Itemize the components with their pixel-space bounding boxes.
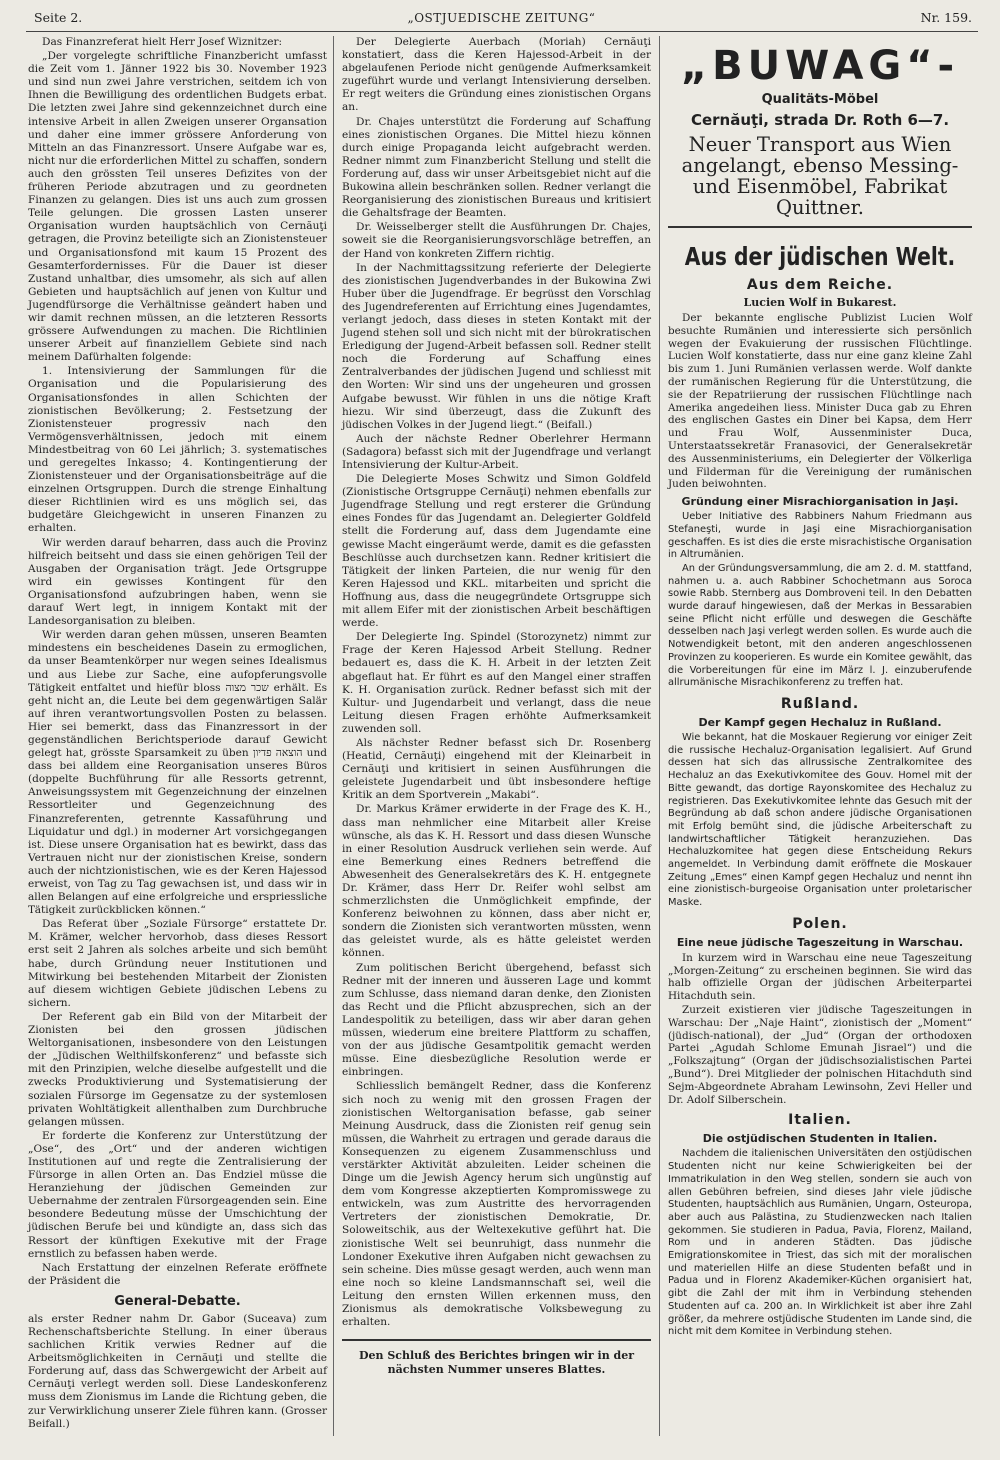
paragraph: In der Nachmittagssitzung referierte der Delegierte des zionistischen Jugendverbandes in der Bukowina Zwi Huber über die Jugendfrage. Er begrüsst den Vorschlag des Jugendreferenten auf Errichtung eines Jugendamtes, verlangt jedoch, dass dieses in steten Kontakt mit der Jugend stehen soll und sich nicht mit der bürokratischen Erledigung der Jugend-Arbeit befassen soll. Redner stellt noch die Forderung auf Schaffung eines Zentralverbandes der jüdischen Jugend und schliesst mit den Worten: Wir sind uns der ungeheuren und grossen Aufgabe bewusst. Wir fühlen in uns die nötige Kraft hiezu. Wir sind überzeugt, dass die Zukunft des jüdischen Volkes in der Jugend liegt.“ (Beifall.) [342,261,651,431]
page-header [26,6,978,32]
ad-tagline: Qualitäts-Möbel [761,92,879,107]
section-title: Rußland. [780,696,860,712]
paragraph: als erster Redner nahm Dr. Gabor (Suceava) zum Rechenschaftsberichte Stellung. In einer überaus sachlichen Kritik verwies Redner auf die Arbeitsmöglichkeiten in Cernăuţi und stellte die Forderung auf, dass das Schwergewicht der Arbeit auf Cernăuţi verlegt werden soll. Diese Landeskonferenz muss dem Zionismus im Lande die Richtung geben, die zur Verwirklichung unserer Ziele führen kann. (Grosser Beifall.) [28,1312,327,1430]
paragraph: Dr. Chajes unterstützt die Forderung auf Schaffung eines zionistischen Organes. Die Mittel hiezu können durch einige Propaganda leicht aufgebracht werden. Redner nimmt zum Finanzbericht Stellung und stellt die Forderung auf, dass wir unser Arbeitsgebiet nicht auf die Bukowina allein beschränken sollen. Redner verlangt die Reorganisierung des zionistischen Bureaus und kritisiert die Gehaltsfrage der Beamten. [342,115,651,220]
paragraph: Der Delegierte Auerbach (Moriah) Cernăuţi konstatiert, dass die Keren Hajessod-Arbeit in der abgelaufenen Periode nicht genügende Aufmerksamkeit zugeführt wurde und verlangt Intensivierung derselben. Er regt weiters die Gründung eines zionistischen Organs an. [342,36,651,114]
paragraph: 1. Intensivierung der Sammlungen für die Organisation und die Popularisierung des Organisationsfondes in allen Schichten der zionistischen Bevölkerung; 2. Festsetzung der Zionistensteuer progressiv nach den Vermögensverhältnissen, jedoch mit einem Mindestbeitrag von 60 Lei jährlich; 3. systematisches und geregeltes Inkasso; 4. Kontingentierung der Zionistensteuer und der Organisationsbeiträge auf die einzelnen Ortsgruppen. Durch die strenge Einhaltung dieser Richtlinien wird es uns möglich sei, das budgetäre Gleichgewicht in unseren Finanzen zu erhalten. [28,365,327,535]
newspaper-title: „OSTJUEDISCHE ZEITUNG“ [407,11,596,25]
paragraph: An der Gründungsversammlung, die am 2. d. M. stattfand, nahmen u. a. auch Rabbiner Schochetmann aus Soroca sowie Rabb. Sternberg aus Dombroveni teil. In den Debatten wurde darauf hingewiesen, daß der Merkas in Bessarabien seine Pflicht nicht erfülle und deswegen die Geschäfte desselben nach Jaşi verlegt werden sollen. Es wurde auch die Notwendigkeit betont, mit den anderen angeschlossenen Provinzen zu kooperieren. Es wurde ein Komitee gewählt, das die Vorbereitungen für eine im März l. J. einzuberufende allrumänische Misrachikonferenz zu treffen hat. [668,562,972,689]
ad-address: Cernăuţi, strada Dr. Roth 6—7. [690,111,950,129]
ad-brand: „BUWAG“- [680,43,960,89]
paragraph: Zurzeit existieren vier jüdische Tageszeitungen in Warschau: Der „Naje Haint“, zionistisch der „Moment“ (jüdisch-national), der „Jud“ (Organ der orthodoxen Partei „Agudah Schlome Emunah Jisrael“) und die „Folkszajtung“ (Organ der jüdischsozialistischen Partei „Bund“). Drei Mitglieder der polnischen Hitachduth sind Sejm-Abgeordnete Abraham Lewinsohn, Zevi Heller und Dr. Adolf Silberschein. [668,1004,972,1106]
paragraph: Nachdem die italienischen Universitäten den ostjüdischen Studenten nicht nur keine Schwierigkeiten bei der Immatrikulation in den Weg stellen, sondern sie auch von allen Gebühren befreien, sind dieses Jahr viele jüdische Studenten, hauptsächlich aus Rumänien, Ungarn, Osteuropa, aber auch aus Palästina, zu Studienzwecken nach Italien gekommen. Sie studieren in Padua, Pavia, Florenz, Mailand, Rom und in anderen Städten. Das jüdische Emigrationskomitee in Triest, das sich mit der moralischen und materiellen Hilfe an diese Studenten befaßt und in Padua und in Florenz Akademiker-Küchen organisiert hat, gibt die Zahl der mit ihm in Verbindung stehenden Studenten auf ca. 200 an. In Wirklichkeit ist aber ihre Zahl größer, da mehrere ostjüdische Studenten im Lande sind, die nicht mit dem Komitee in Verbindung stehen. [668,1148,972,1338]
article-title: Der Kampf gegen Hechaluz in Rußland. [698,716,942,729]
advertisement [668,36,972,228]
paragraph: Wir werden darauf beharren, dass auch die Provinz hilfreich beitseht und dass sie einen gehörigen Teil der Ausgaben der Organisation trägt. Jede Ortsgruppe wird ein gewisses Kontingent für den Organisationsfond aufzubringen haben, wenn sie darauf Wert legt, in innigem Kontakt mit der Landesorganisation zu bleiben. [28,536,327,628]
column-2 [334,36,660,1436]
paragraph: Dr. Markus Krämer erwiderte in der Frage des K. H., dass man nehmlicher eine Mitarbeit aller Kreise wünsche, als das K. H. Ressort und dass diesen Wunsche in einer Resolution Ausdruck verliehen sein werde. Auf eine Bemerkung eines Redners betreffend die Abwesenheit des Generalsekretärs des K. H. entgegnete Dr. Krämer, dass Herr Dr. Reifer wohl selbst am schmerzlichsten die Unmöglichkeit empfinde, der Konferenz beiwohnen zu können, dass aber nicht er, sondern die Zionisten sich verantworten müssten, wenn das geleistet wurde, als es hätte geleistet werden können. [342,803,651,960]
section-title: Aus dem Reiche. [746,277,894,293]
paragraph: Der Referent gab ein Bild von der Mitarbeit der Zionisten bei den grossen jüdischen Weltorganisationen, insbesondere von den Leistungen der „Jüdischen Welthilfskonferenz“ und befasste sich mit den Prinzipien, welche dieselbe aufgestellt und die zwecks Produktivierung und Systematisierung der sozialen Fürsorge im Gegensatze zu der systemlosen privaten Wohltätigkeit allenthalben zum Durchbruche gelangen müssen. [28,1010,327,1128]
section-heading: General-Debatte. [114,1293,241,1309]
column-1 [26,36,334,1436]
section-title: Italien. [788,1112,852,1129]
paragraph: Wie bekannt, hat die Moskauer Regierung vor einiger Zeit die russische Hechaluz-Organisation legalisiert. Auf Grund dessen hat sich das allrussische Zentralkomitee des Hechaluz an das Exekutivkomitee des Gouv. Homel mit der Bitte gewandt, das dortige Rayonskomitee des Hechaluz zu registrieren. Das Exekutivkomitee lehnte das Gesuch mit der Begründung ab daß schon andere jüdische Organisationen mit Erfolg bemüht sind, die jüdische Arbeiterschaft zu landwirtschaftlicher Tätigkeit heranzuziehen. Das Hechaluzkomitee hat gegen diese Entscheidung Rekurs angemeldet. In Verbindung damit eröffnete die Moskauer Zeitung „Emes“ einen Kampf gegen Hechaluz und nennt ihn eine zionistisch-burgeoise Organisation unter proletarischer Maske. [668,732,972,909]
paragraph: Schliesslich bemängelt Redner, dass die Konferenz sich noch zu wenig mit den grossen Fragen der zionistischen Weltorganisation befasse, gab seiner Meinung Ausdruck, dass die Zionisten reif genug sein müssen, die Wahrheit zu ertragen und gerade daraus die Konsequenzen zu eigenem Zusammenschluss und verstärkter Aktivität abzuleiten. Leider scheinen die Dinge um die Jewish Agency herum sich ungünstig auf dem vom Kongresse akzeptierten Kompromisswege zu entwickeln, was zum Austritte des hervorragenden Vertreters der zionistischen Demokratie, Dr. Soloweitschik, aus der Weltexekutive geführt hat. Die zionistische Welt sei beunruhigt, dass nunmehr die Londoner Exekutive ihren Aufgaben nicht gewachsen zu sein scheine. Dies müsse gesagt werden, auch wenn man eine noch so kleine Landsmannschaft sei, weil die Leitung den ernsten Willen erkennen muss, den Zionismus als demokratische Volksbewegung zu erhalten. [342,1080,651,1329]
paragraph: Dr. Weisselberger stellt die Ausführungen Dr. Chajes, soweit sie die Reorganisierungsvorschläge betreffen, an der Hand von konkreten Ziffern richtig. [342,221,651,260]
paragraph: Das Referat über „Soziale Fürsorge“ erstattete Dr. M. Krämer, welcher hervorhob, dass dieses Ressort erst seit 2 Jahren als solches arbeite und sich bemüht habe, durch Gründung neuer Institutionen und Mitwirkung bei bestehenden Mitarbeit der Zionisten auf diesem wichtigen Gebiete jüdischen Lebens zu sichern. [28,918,327,1009]
article-title: Gründung einer Misrachiorganisation in Jaşi. [681,495,959,509]
paragraph: Wir werden daran gehen müssen, unseren Beamten mindestens ein bescheidenes Dasein zu ermoglichen, da unser Beamtenkörper nur wegen seines Idealismus und aus Liebe zur Sache, eine aufopferungsvolle Tätigkeit entfaltet und hiefür bloss שכר מצוה erhält. Es geht nicht an, die Leute bei dem gegenwärtigen Salär auf ihren verantwortungsvollen Posten zu belassen. Hier sei bemerkt, dass das Finanzressort in der gegenständlichen Berichtsperiode darauf Gewicht gelegt hat, grösste Sparsamkeit zu üben הוצאה פדיון und dass bei alldem eine Reorganisation unseres Büros (doppelte Buchführung für alle Ressorts getrennt, Anweisungssystem mit Gegenzeichnung der einzelnen Ressortleiter und Gegenzeichnung des Finanzreferenten, getrennte Kassaführung und Liquidatur und dgl.) in moderner Art vorsichgegangen ist. Diese unsere Organisation hat es bewirkt, dass das Vertrauen nicht nur der zionistischen Kreise, sondern auch der nichtzionistischen, wie es der Keren Hajessod erweist, von Tag zu Tag gewachsen ist, und dass wir in allen Belangen auf eine erfolgreiche und erspriessliche Tätigkeit zurückblicken können.“ [28,629,327,917]
article-title: Die ostjüdischen Studenten in Italien. [702,1132,938,1146]
section-title: Polen. [792,915,848,932]
note-text: Den Schluß des Berichtes bringen wir in der nächsten Nummer unseres Blattes. [358,1349,635,1377]
paragraph: Nach Erstattung der einzelnen Referate eröffnete der Präsident die [28,1261,327,1287]
paragraph: Das Finanzreferat hielt Herr Josef Wiznitzer: [42,36,283,48]
article-title: Lucien Wolf in Bukarest. [743,296,897,309]
ad-text: Neuer Transport aus Wien angelangt, ebenso Messing- und Eisenmöbel, Fabrikat Quittner. [681,133,959,219]
column-3 [660,36,974,1436]
paragraph: „Der vorgelegte schriftliche Finanzbericht umfasst die Zeit vom 1. Jänner 1922 bis 30. November 1923 und sind nun zwei Jahre verstrichen, seitdem ich von Ihnen die Bewilligung des ordentlichen Budgets erbat. Die letzten zwei Jahre sind gekennzeichnet durch eine intensive Arbeit in allen Zweigen unserer Organsation und daher eine immer grössere Anforderung von Mitteln an das Finanzressort. Unsere Aufgabe war es, nicht nur die erforderlichen Mittel zu schaffen, sondern auch den grössten Teil unseres Defizites von der früheren Periode abzutragen und zu geordneten Finanzen zu gelangen. Dies ist uns auch zum grossen Teile gelungen. Die grossen Lasten unserer Organisation wurden hauptsächlich von Cernăuţi getragen, die Provinz beteiligte sich an Zionistensteuer und Organisationsfond mit kaum 15 Prozent des Gesamterfordernisses. Für die Dauer ist dieser Zustand unhaltbar, dies umsomehr, als sich auf allen Gebieten und hauptsächlich auf jenen von Kultur und Jugendfürsorge die Verhältnisse geändert haben und wir damit rechnen müssen, an die letzteren Ressorts grössere Aufwendungen zu machen. Die Richtlinien unserer Arbeit auf finanziellem Gebiete sind nach meinem Dafürhalten folgende: [28,50,327,364]
paragraph: Ueber Initiative des Rabbiners Nahum Friedmann aus Stefaneşti, wurde in Jaşi eine Misrachiorganisation geschaffen. Es ist dies die erste misrachistische Organisation in Altrumänien. [668,511,972,561]
issue-number: Nr. 159. [920,10,972,25]
page-number: Seite 2. [34,10,83,25]
paragraph: In kurzem wird in Warschau eine neue Tageszeitung „Morgen-Zeitung“ zu erscheinen beginnen. Sie wird das halb offizielle Organ der jüdischen Arbeiterpartei Hitachduth sein. [668,951,972,1003]
paragraph: Der Delegierte Ing. Spindel (Storozynetz) nimmt zur Frage der Keren Hajessod Arbeit Stellung. Redner bedauert es, dass die K. H. Arbeit in der letzten Zeit abgeflaut hat. Er führt es auf den Mangel einer straffen K. H. Organisation zurück. Redner befasst sich mit der Kultur- und Jugendarbeit und verlangt, dass die neue Leitung diesen Fragen erhöhte Aufmerksamkeit zuwenden soll. [342,631,651,735]
columns [26,36,978,1436]
paragraph: Der bekannte englische Publizist Lucien Wolf besuchte Rumänien und interessierte sich persönlich wegen der Evakuierung der russischen Flüchtlinge. Lucien Wolf konstatierte, dass nur eine ganz kleine Zahl bis zum 1. Juni Rumänien verlassen werde. Wolf dankte der rumänischen Regierung für die Unterstützung, die sie der Repatriierung der russischen Flüchtlinge nach Amerika angedeihen liess. Minister Duca gab zu Ehren des englischen Gastes ein Diner bei Kapsa, dem Herr und Frau Wolf, Aussenminister Duca, Unterstaatssekretär Franasovici, der Generalsekretär des Aussenministeriums, ein Delegierter der Völkerliga und Filderman für die Vereinigung der rumänischen Juden beiwohnten. [668,312,972,491]
paragraph: Zum politischen Bericht übergehend, befasst sich Redner mit der inneren und äusseren Lage und kommt zum Schlusse, dass niemand daran denke, den Zionisten das Recht und die Pflicht abzusprechen, sich an der Landespolitik zu beteiligen, dass wir aber daran gehen müssen, wiederum eine breitere Plattform zu schaffen, von der aus jüdische Gesamtpolitik gemacht werden müsse. Eine diesbezügliche Resolution werde er einbringen. [342,961,651,1079]
article-title: Eine neue jüdische Tageszeitung in Warschau. [676,935,964,949]
paragraph: Auch der nächste Redner Oberlehrer Hermann (Sadagora) befasst sich mit der Jugendfrage und verlangt Intensivierung der Kultur-Arbeit. [342,432,651,471]
paragraph: Er forderte die Konferenz zur Unterstützung der „Ose“, des „Ort“ und der anderen wichtigen Institutionen auf und regte die Zentralisierung der Fürsorge in allen Orten an. Das Endziel müsse die Heranziehung der jüdischen Gemeinden zur Uebernahme der zentralen Fürsorgeagenden sein. Eine besondere Bedeutung müsse der Umschichtung der jüdischen Berufe bei und kündigte an, dass sich das Ressort der künftigen Exekutive mit der Frage ernstlich zu befassen haben werde. [28,1129,327,1260]
paragraph: Die Delegierte Moses Schwitz und Simon Goldfeld (Zionistische Ortsgruppe Cernăuţi) nehmen ebenfalls zur Jugendfrage Stellung und regt ersterer die Gründung eines Fondes für das Jugendamt an. Delegierter Goldfeld stellt die Forderung auf, dass dem Jugendamte eine gewisse Macht eingeräumt werde, damit es die gefassten Beschlüsse auch durchsetzen kann. Redner kritisiert die Tätigkeit der linken Parteien, die nur wenig für den Keren Hajessod und KKL. mitarbeiten und spricht die Hoffnung aus, dass die neugegründete Ortsgruppe sich mit allem Eifer mit der zionistischen Arbeit beschäftigen werde. [342,473,651,630]
section-banner: Aus der jüdischen Welt. [684,242,956,271]
continuation-note [342,1339,651,1377]
paragraph: Als nächster Redner befasst sich Dr. Rosenberg (Heatid, Cernăuţi) eingehend mit der Kleinarbeit in Cernăuţi und kritisiert in seinen Ausführungen die geleistete Jugendarbeit und übt insbesondere heftige Kritik an dem Sportverein „Makabi“. [342,736,651,802]
